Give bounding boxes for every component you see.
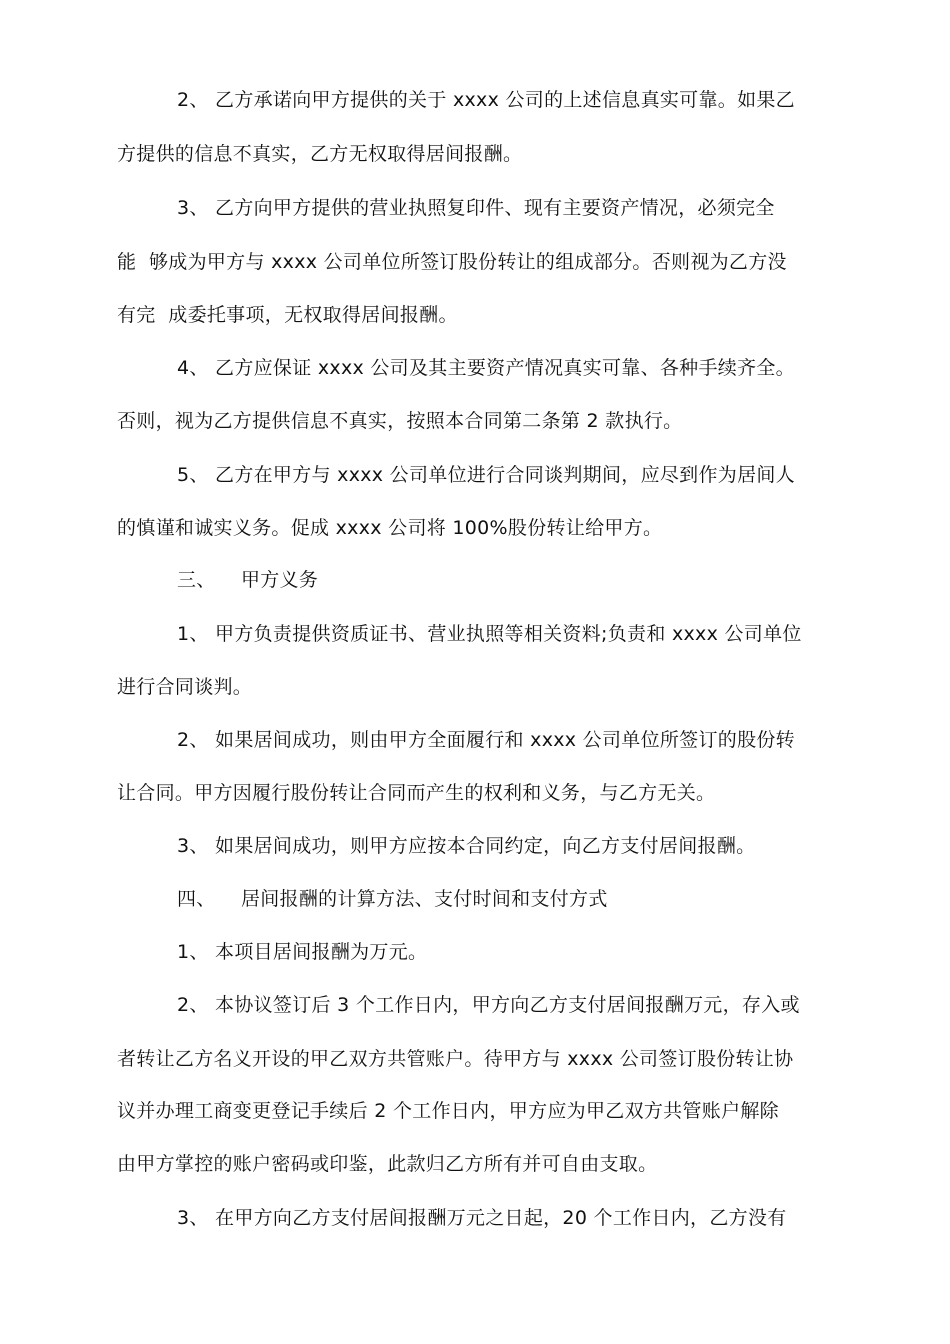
paragraph-line: 方提供的信息不真实，乙方无权取得居间报酬。 [117, 143, 523, 165]
paragraph-line: 由甲方掌控的账户密码或印鉴，此款归乙方所有并可自由支取。 [117, 1153, 658, 1175]
paragraph-line: 3、 在甲方向乙方支付居间报酬万元之日起，20 个工作日内，乙方没有 [177, 1207, 787, 1229]
paragraph-line: 4、 乙方应保证 xxxx 公司及其主要资产情况真实可靠、各种手续齐全。 [177, 357, 795, 379]
paragraph-line: 的慎谨和诚实义务。促成 xxxx 公司将 100%股份转让给甲方。 [117, 517, 663, 539]
section-heading: 四、 居间报酬的计算方法、支付时间和支付方式 [177, 888, 608, 910]
paragraph-line: 否则，视为乙方提供信息不真实，按照本合同第二条第 2 款执行。 [117, 410, 683, 432]
paragraph-line: 2、 如果居间成功，则由甲方全面履行和 xxxx 公司单位所签订的股份转 [177, 729, 795, 751]
paragraph-line: 1、 本项目居间报酬为万元。 [177, 941, 428, 963]
paragraph-line: 3、 如果居间成功，则甲方应按本合同约定，向乙方支付居间报酬。 [177, 835, 756, 857]
paragraph-line: 1、 甲方负责提供资质证书、营业执照等相关资料;负责和 xxxx 公司单位 [177, 623, 802, 645]
paragraph-line: 2、 乙方承诺向甲方提供的关于 xxxx 公司的上述信息真实可靠。如果乙 [177, 89, 795, 111]
section-heading: 三、 甲方义务 [177, 569, 319, 591]
paragraph-line: 进行合同谈判。 [117, 676, 253, 698]
paragraph-line: 5、 乙方在甲方与 xxxx 公司单位进行合同谈判期间，应尽到作为居间人 [177, 464, 795, 486]
paragraph-line: 议并办理工商变更登记手续后 2 个工作日内，甲方应为甲乙双方共管账户解除 [117, 1100, 779, 1122]
paragraph-line: 让合同。甲方因履行股份转让合同而产生的权利和义务，与乙方无关。 [117, 782, 716, 804]
paragraph-line: 3、 乙方向甲方提供的营业执照复印件、现有主要资产情况，必须完全 [177, 197, 775, 219]
paragraph-line: 2、 本协议签订后 3 个工作日内，甲方向乙方支付居间报酬万元，存入或 [177, 994, 800, 1016]
paragraph-line: 能 够成为甲方与 xxxx 公司单位所签订股份转让的组成部分。否则视为乙方没 [117, 251, 787, 273]
paragraph-line: 有完 成委托事项，无权取得居间报酬。 [117, 304, 458, 326]
paragraph-line: 者转让乙方名义开设的甲乙双方共管账户。待甲方与 xxxx 公司签订股份转让协 [117, 1048, 794, 1070]
